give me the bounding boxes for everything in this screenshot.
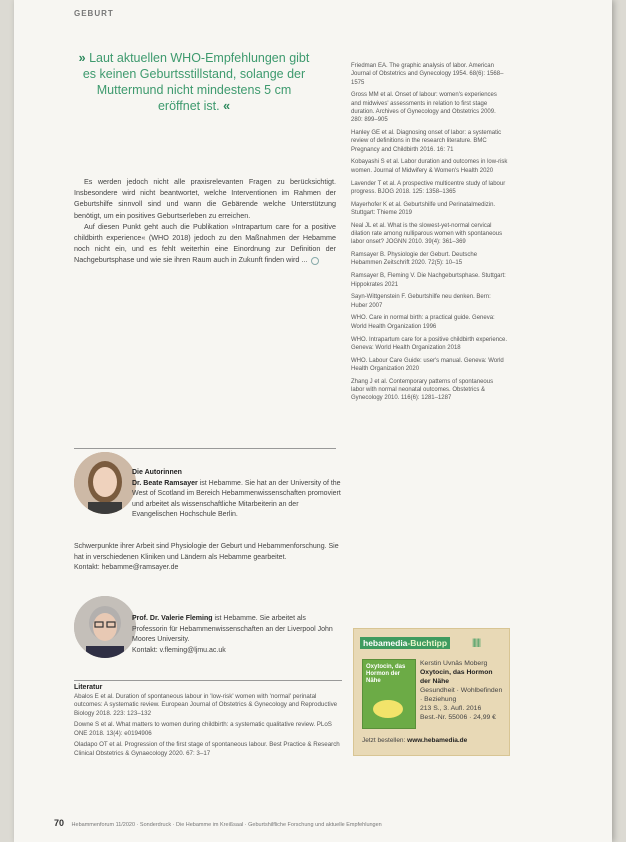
author1-info-continued xyxy=(74,542,342,574)
literature-title: Literatur xyxy=(74,684,103,691)
author2-photo xyxy=(74,596,136,658)
literature-section xyxy=(74,680,342,761)
book-author: Kerstin Uvnäs Moberg xyxy=(420,660,488,667)
page-footer xyxy=(54,818,594,828)
book-tip-header xyxy=(360,637,450,649)
author1-contact[interactable]: Kontakt: hebamme@ramsayer.de xyxy=(74,564,179,571)
reference-item: Lavender T et al. A prospective multicentre study of labour progress. BJOG 2018. 125: 1358–1365 xyxy=(351,180,506,195)
reference-item: WHO. Care in normal birth: a practical guide. Geneva: World Health Organization 1996 xyxy=(351,315,495,330)
book-tip-brand: hebamedia xyxy=(363,638,408,648)
section-label: GEBURT xyxy=(74,9,114,18)
book-order-link[interactable]: www.hebamedia.de xyxy=(407,737,468,744)
book-order-line xyxy=(362,737,467,744)
page xyxy=(14,0,612,842)
reference-item: Sayn-Wittgenstein F. Geburtshilfe neu denken. Bern: Huber 2007 xyxy=(351,294,491,309)
reference-item: Hanley GE et al. Diagnosing onset of labor: a systematic review of definitions in the research literature. BMC Pregnancy and Childbirth 2016. 16: 71 xyxy=(351,130,502,153)
body-paragraph-2 xyxy=(74,221,336,266)
article-body xyxy=(74,176,336,266)
book-info xyxy=(420,659,504,722)
body-paragraph-2-text: Auf diesen Punkt geht auch die Publikation »Intrapartum care for a positive childbirth experience« (WHO 2018) jedoch zu den Maßnahmen der Hebamme noch nicht ein, und es fehlt weiterhin eine Einordnung zur Definition der Nachgeburtsphase und wie sie ihren Raum auch in Zukunft finden wird ... xyxy=(74,221,336,265)
literature-item: Oladapo OT et al. Progression of the first stage of spontaneous labour. Best Practice & Research Clinical Obstetrics & Gynaecology 2020. 67: 3–17 xyxy=(74,741,340,757)
book-cover[interactable] xyxy=(362,659,416,729)
authors-divider xyxy=(74,448,336,449)
author1-bio: ist Hebamme. Sie hat an der University of the West of Scotland im Bereich Hebammenwissenschaften promoviert und arbeitet als wissenschaftliche Mitarbeiterin an der Evangelischen Hochschule Berlin. xyxy=(132,479,341,518)
barcode-icon: |||||| xyxy=(472,637,481,647)
literature-item: Abalos E et al. Duration of spontaneous labour in 'low-risk' women with 'normal' perinatal outcomes: A systematic review. European Journal of Obstetrics & Gynecology and Reproductive Biology 2018. 223: 123–132 xyxy=(74,692,338,717)
reference-item: Neal JL et al. What is the slowest-yet-normal cervical dilation rate among nulliparous women with spontaneous labor onset? JOGNN 2010. 39(4): 361–369 xyxy=(351,222,503,246)
reference-item: Zhang J et al. Contemporary patterns of spontaneous labor with normal neonatal outcomes. Obstetrics & Gynecology 2010. 116(6): 1281–1287 xyxy=(351,378,494,402)
end-of-article-icon xyxy=(311,257,319,265)
pullquote-close-mark: « xyxy=(223,99,231,113)
author1-photo xyxy=(74,452,136,514)
author2-name: Prof. Dr. Valerie Fleming xyxy=(132,615,213,622)
body-paragraph-1: Es werden jedoch nicht alle praxisrelevanten Fragen zu berücksichtigt. Insbesondere wird nicht beantwortet, welche Interventionen im Rahmen der Geburtshilfe sinnvoll sind und wann die Gebärende welche Unterstützung benötigt, um ein positives Geburtserleben zu erreichen. xyxy=(74,177,336,220)
author1-name: Dr. Beate Ramsayer xyxy=(132,479,198,487)
author2-contact[interactable]: Kontakt: v.fleming@ljmu.ac.uk xyxy=(132,646,226,654)
book-title: Oxytocin, das Hormon der Nähe xyxy=(420,669,493,685)
book-cover-title: Oxytocin, das Hormon der Nähe xyxy=(366,664,406,684)
reference-item: Friedman EA. The graphic analysis of labor. American Journal of Obstetrics and Gynecology 1954. 68(6): 1568–1575 xyxy=(351,63,504,86)
reference-item: Kobayashi S et al. Labor duration and outcomes in low-risk women. Journal of Midwifery & Women's Health 2020 xyxy=(351,159,508,174)
author2-bio: ist Hebamme. Sie arbeitet als Professorin für Hebammenwissenschaften an der Liverpool John Moores University. xyxy=(132,615,333,643)
book-tip-box[interactable] xyxy=(353,628,510,756)
reference-item: Mayerhofer K et al. Geburtshilfe und Perinatalmedizin. Stuttgart: Thieme 2019 xyxy=(351,201,496,216)
author1-info xyxy=(132,468,342,521)
book-publisher: Gesundheit · Wohlbefinden · Beziehung xyxy=(420,687,503,703)
author1-bio-continued: Schwerpunkte ihrer Arbeit sind Physiologie der Geburt und Hebammenforschung. Sie hat in verschiedenen Kliniken und Ländern als Hebamme gearbeitet. xyxy=(74,543,339,561)
reference-item: WHO. Labour Care Guide: user's manual. Geneva: World Health Organization 2020 xyxy=(351,357,504,372)
book-tip-label: -Buchtipp xyxy=(407,638,448,648)
book-link-prefix: Jetzt bestellen: xyxy=(362,737,406,744)
author2-info xyxy=(132,614,342,656)
literature-item: Downe S et al. What matters to women during childbirth: a systematic qualitative review. PLoS ONE 2018. 13(4): e0194906 xyxy=(74,721,332,737)
reference-item: Ramsayer B. Physiologie der Geburt. Deutsche Hebammen Zeitschrift 2020. 72(5): 10–15 xyxy=(351,252,478,267)
reference-list xyxy=(351,62,508,407)
authors-heading: Die Autorinnen xyxy=(132,469,182,476)
page-number: 70 xyxy=(54,818,65,828)
reference-item: WHO. Intrapartum care for a positive childbirth experience. Geneva: World Health Organization 2018 xyxy=(351,336,508,351)
reference-item: Ramsayer B, Fleming V. Die Nachgeburtsphase. Stuttgart: Hippokrates 2021 xyxy=(351,273,506,288)
reference-item: Gross MM et al. Onset of labour: women's experiences and midwives' assessments in relation to first stage duration. Archives of Gynecology and Obstetrics 2009. 280: 899–905 xyxy=(351,92,497,124)
book-details: 213 S., 3. Aufl. 2016 xyxy=(420,705,482,712)
pullquote-open-mark: » xyxy=(78,51,86,65)
book-price: Best.-Nr. 55006 · 24,99 € xyxy=(420,714,496,721)
flower-icon xyxy=(373,700,403,718)
pullquote xyxy=(74,50,314,114)
footer-text: Hebammenforum 11/2020 · Sonderdruck · Die Hebamme im Kreißsaal · Geburtshilfliche Forschung und aktuelle Empfehlungen xyxy=(71,822,382,828)
pullquote-text: Laut aktuellen WHO-Empfehlungen gibt es keinen Geburtsstillstand, solange der Muttermund nicht mindestens 5 cm eröffnet ist. xyxy=(82,51,310,113)
